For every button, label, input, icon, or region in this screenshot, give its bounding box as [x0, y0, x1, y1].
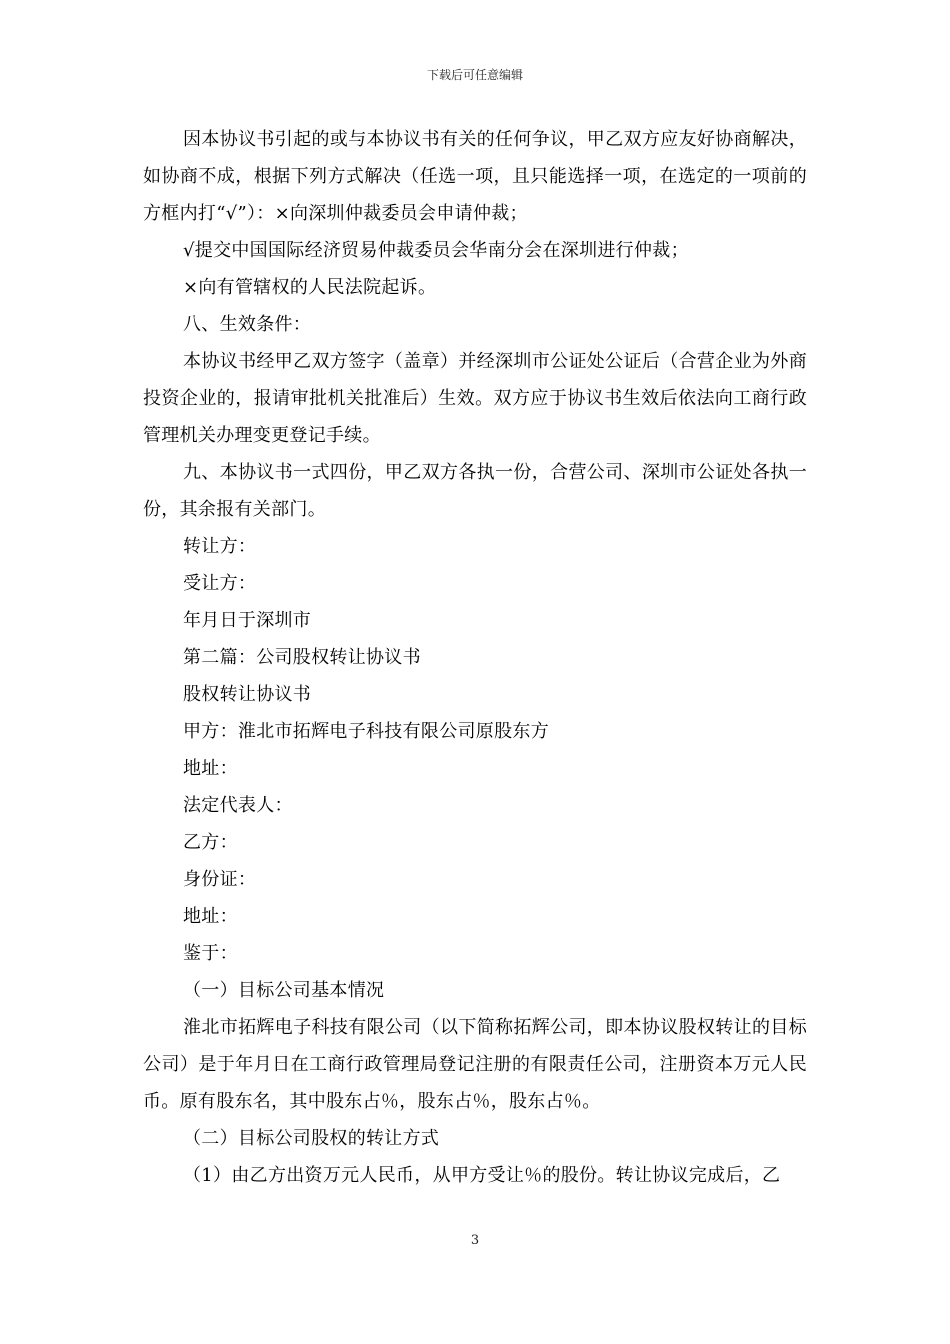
paragraph-dispute-resolution: 因本协议书引起的或与本协议书有关的任何争议，甲乙双方应友好协商解决，如协商不成，根据下列方式解决（任选一项，且只能选择一项，在选定的一项前的方框内打“√”）：×向深圳仲裁委员会申请仲裁； — [143, 129, 807, 224]
party-b: 乙方： — [183, 832, 238, 853]
page-number: 3 — [470, 1233, 480, 1248]
paragraph-effective-conditions: 本协议书经甲乙双方签字（盖章）并经深圳市公证处公证后（合营企业为外商投资企业的，报请审批机关批准后）生效。双方应于协议书生效后依法向工商行政管理机关办理变更登记手续。 — [143, 351, 807, 446]
signature-transferor: 转让方： — [183, 536, 257, 557]
section-heading-transfer-method: （二）目标公司股权的转让方式 — [183, 1128, 440, 1149]
party-a-address: 地址： — [183, 758, 238, 779]
signature-transferee: 受让方： — [183, 573, 257, 594]
signing-date-place: 年月日于深圳市 — [183, 610, 312, 631]
chapter-title: 第二篇：公司股权转让协议书 — [183, 647, 421, 668]
section-heading-effective-conditions: 八、生效条件： — [183, 314, 312, 335]
agreement-title: 股权转让协议书 — [183, 684, 312, 705]
paragraph-company-info: 淮北市拓辉电子科技有限公司（以下简称拓辉公司，即本协议股权转让的目标公司）是于年月日在工商行政管理局登记注册的有限责任公司，注册资本万元人民币。原有股东名，其中股东占％，股东占％，股东占％。 — [143, 1017, 807, 1112]
section-heading-company-info: （一）目标公司基本情况 — [183, 980, 385, 1001]
party-b-address: 地址： — [183, 906, 238, 927]
paragraph-option-arbitration-cietac: √提交中国国际经济贸易仲裁委员会华南分会在深圳进行仲裁； — [183, 240, 689, 261]
party-b-id: 身份证： — [183, 869, 257, 890]
recitals-heading: 鉴于： — [183, 943, 238, 964]
page-header-note: 下载后可任意编辑 — [426, 68, 523, 82]
paragraph-transfer-method-1: （1）由乙方出资万元人民币，从甲方受让％的股份。转让协议完成后，乙 — [183, 1165, 781, 1186]
legal-representative: 法定代表人： — [183, 795, 293, 816]
document-body — [143, 121, 807, 1194]
paragraph-copies: 九、本协议书一式四份，甲乙双方各执一份，合营公司、深圳市公证处各执一份，其余报有关部门。 — [143, 462, 807, 520]
party-a: 甲方：淮北市拓辉电子科技有限公司原股东方 — [183, 721, 549, 742]
paragraph-option-court: ×向有管辖权的人民法院起诉。 — [183, 277, 437, 298]
